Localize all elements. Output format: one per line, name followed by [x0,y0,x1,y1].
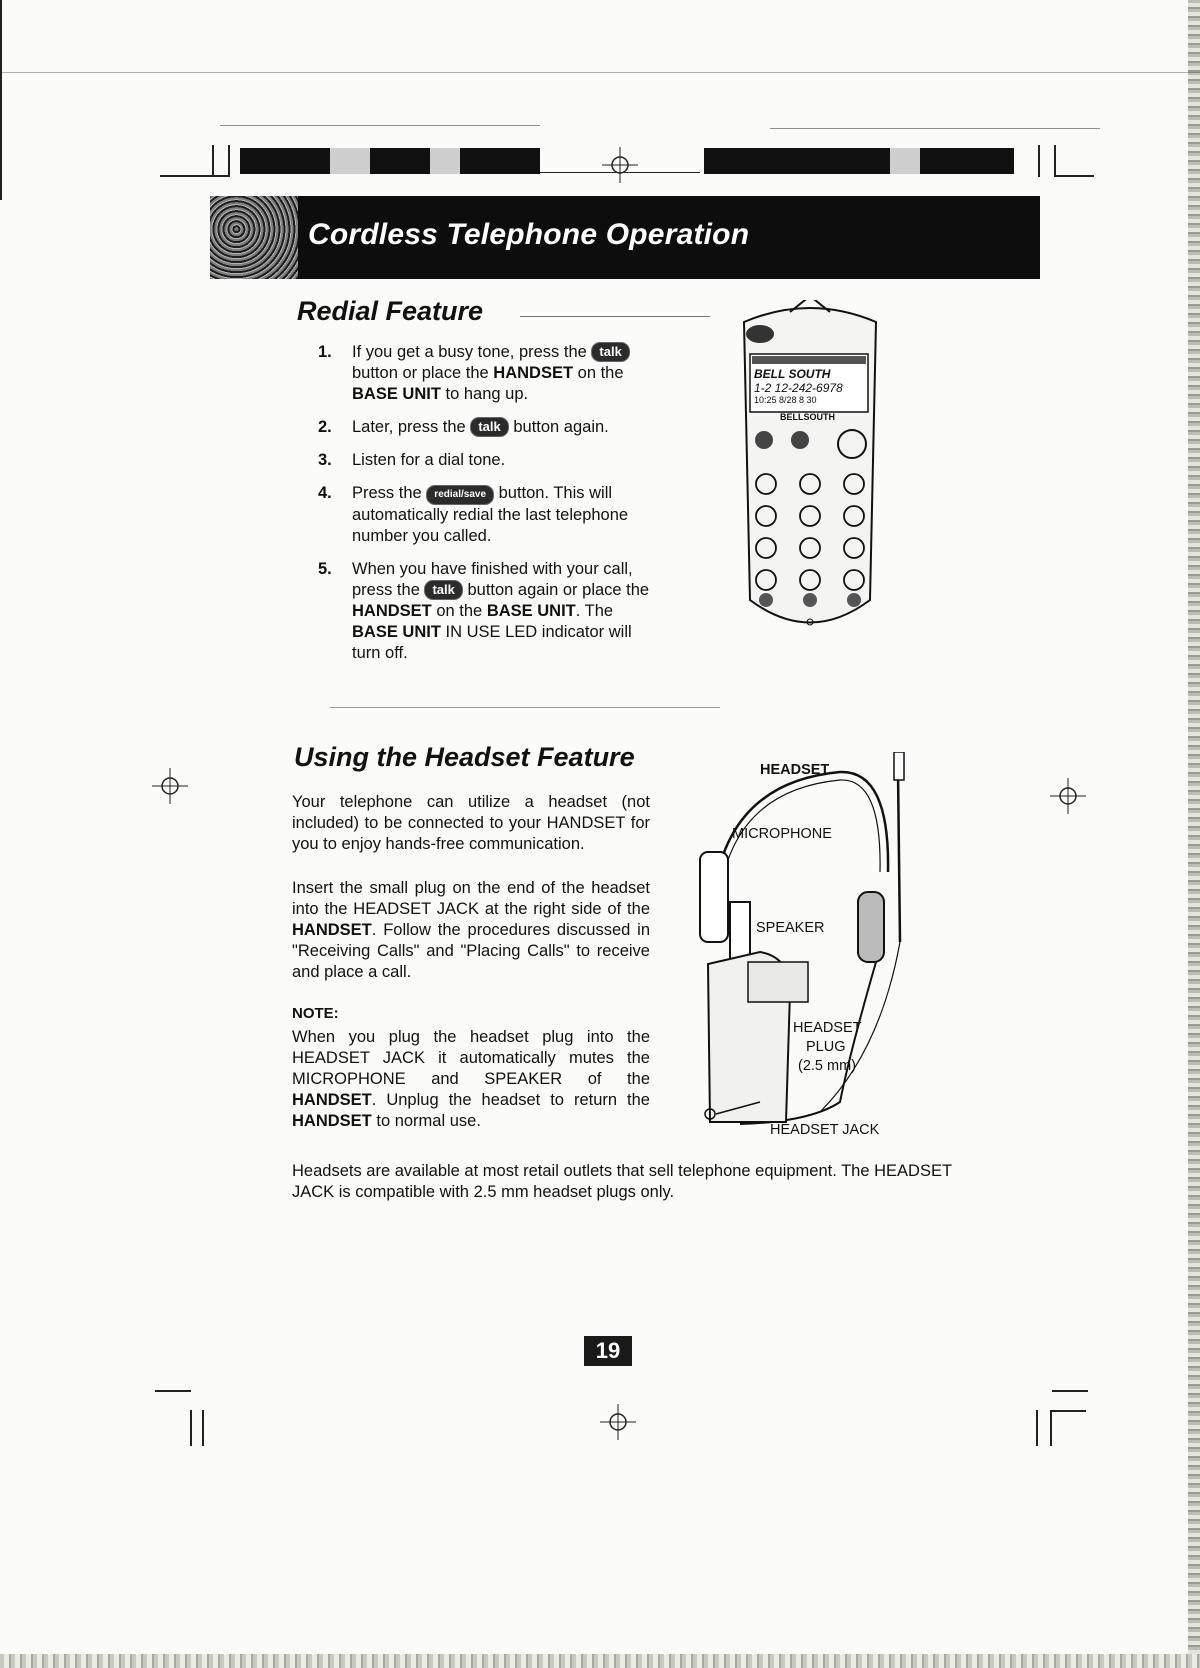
talk-key-icon: talk [591,342,629,362]
talk-key-icon: talk [470,417,508,437]
label-microphone: MICROPHONE [732,826,832,842]
label-plug-1: HEADSET [793,1020,862,1036]
handset-icon [730,300,890,645]
redial-save-key-icon: redial/save [426,485,494,505]
label-plug-2: PLUG [806,1039,846,1055]
label-plug-3: (2.5 mm) [798,1058,856,1074]
headset-icon [690,752,1020,1152]
step-5: 5. When you have finished with your call, press the talk button again or place the HANDSET on the BASE UNIT. The BASE UNIT IN USE LED indicator will turn off. [318,560,650,662]
page-title: Cordless Telephone Operation [308,218,750,251]
display-line-1: BELL SOUTH [754,367,831,381]
label-headset-jack: HEADSET JACK [770,1122,880,1138]
crosshair-icon [1048,776,1088,816]
scan-edge-bottom [0,1654,1200,1668]
section-banner [210,196,1040,279]
note-paragraph: When you plug the headset plug into the HEADSET JACK it automatically mutes the MICROPHONE and SPEAKER of the HANDSET. Unplug the headset to return the HANDSET to normal use. [292,1028,650,1130]
crop-marks-bottom [0,1380,1200,1450]
headset-heading: Using the Headset Feature [294,742,635,772]
redial-heading: Redial Feature [297,296,484,326]
headset-illustration [690,752,1020,1152]
note-label: NOTE: [292,1005,339,1022]
page-number: 19 [584,1336,632,1366]
headset-paragraph-2: Insert the small plug on the end of the headset into the HEADSET JACK at the right side of the HANDSET. Follow the procedures discussed in "Receiving Calls" and "Placing Calls" to receive and place a call. [292,879,650,981]
step-2: 2. Later, press the talk button again. [318,418,609,436]
headset-paragraph-1: Your telephone can utilize a headset (not included) to be connected to your HANDSET for you to enjoy hands-free communication. [292,793,650,853]
handset-illustration [730,300,890,645]
brand-label: BELLSOUTH [780,412,835,422]
talk-key-icon: talk [424,580,462,600]
crosshair-icon [150,766,190,806]
banner-texture [210,196,298,279]
step-3: 3. Listen for a dial tone. [318,451,506,469]
step-4: 4. Press the redial/save button. This will automatically redial the last telephone number you called. [318,484,629,545]
step-1: 1. If you get a busy tone, press the talk button or place the HANDSET on the BASE UNIT to hang up. [318,342,658,405]
display-line-3: 10:25 8/28 8 30 [754,395,817,405]
section-divider [330,707,720,708]
headset-footer-paragraph: Headsets are available at most retail outlets that sell telephone equipment. The HEADSET JACK is compatible with 2.5 mm headset plugs only. [292,1162,952,1201]
redial-steps [318,342,658,676]
label-speaker: SPEAKER [756,920,825,936]
label-headset: HEADSET [760,762,830,778]
crosshair-icon [600,145,640,185]
heading-rule [520,316,710,317]
display-line-2: 1-2 12-242-6978 [754,381,843,395]
